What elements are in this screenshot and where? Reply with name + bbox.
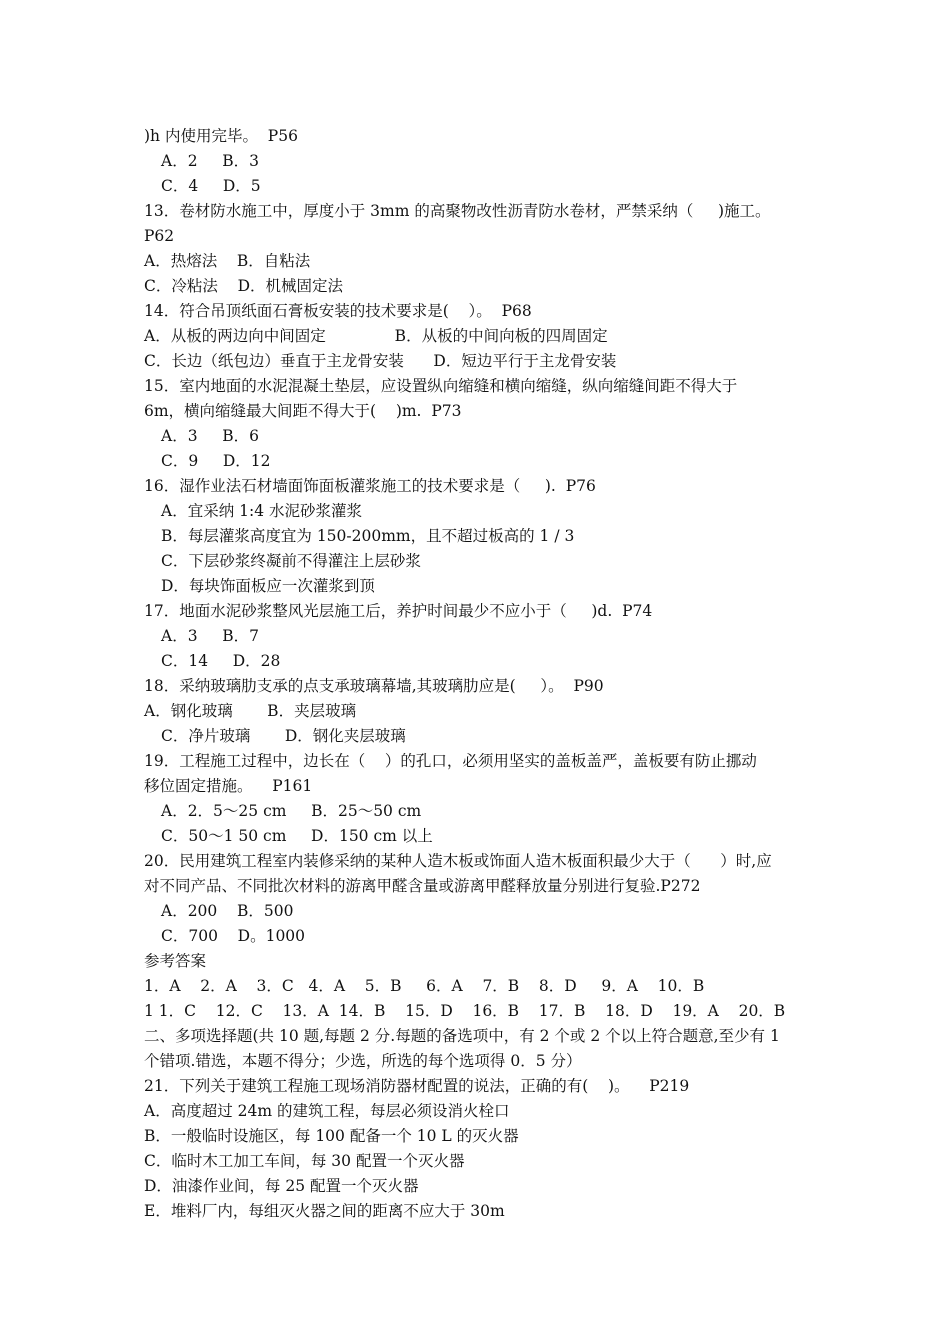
text-line: A．钢化玻璃 B．夹层玻璃 xyxy=(144,702,357,720)
text-line: C．9 D．12 xyxy=(161,452,271,470)
text-line: 15．室内地面的水泥混凝土垫层，应设置纵向缩缝和横向缩缝，纵向缩缝间距不得大于 xyxy=(144,377,738,395)
text-line: 14．符合吊顶纸面石膏板安装的技术要求是( ）。 P68 xyxy=(144,302,532,320)
text-line: 个错项.错选，本题不得分；少选，所选的每个选项得 0．5 分） xyxy=(144,1052,582,1070)
text-line: 6m，横向缩缝最大间距不得大于( )m. P73 xyxy=(144,402,462,420)
text-line: A．2．5～25 cm B．25～50 cm xyxy=(161,802,422,820)
text-line: A．3 B．7 xyxy=(161,627,259,645)
text-line: A．热熔法 B．自粘法 xyxy=(144,252,311,270)
text-line: C．4 D．5 xyxy=(161,177,261,195)
text-line: C．冷粘法 D．机械固定法 xyxy=(144,277,343,295)
text-line: C．50～1 50 cm D．150 cm 以上 xyxy=(161,827,433,845)
text-line: 21．下列关于建筑工程施工现场消防器材配置的说法，正确的有( )。 P219 xyxy=(144,1077,690,1095)
text-line: C．长边（纸包边）垂直于主龙骨安装 D．短边平行于主龙骨安装 xyxy=(144,352,617,370)
text-line: )h 内使用完毕。 P56 xyxy=(144,127,298,145)
text-line: 1 1．C 12．C 13．A 14．B 15．D 16．B 17．B 18．D 19．A 20．B xyxy=(144,1002,786,1020)
text-line: A．3 B．6 xyxy=(161,427,259,445)
text-line: A．高度超过 24m 的建筑工程，每层必须设消火栓口 xyxy=(144,1102,510,1120)
text-line: P62 xyxy=(144,227,175,245)
text-line: C．临时木工加工车间，每 30 配置一个灭火器 xyxy=(144,1152,465,1170)
text-line: 参考答案 xyxy=(144,952,207,970)
text-line: 移位固定措施。 P161 xyxy=(144,777,313,795)
text-line: 对不同产品、不同批次材料的游离甲醛含量或游离甲醛释放量分别进行复验.P272 xyxy=(144,877,701,895)
text-line: 16．湿作业法石材墙面饰面板灌浆施工的技术要求是（ ). P76 xyxy=(144,477,596,495)
text-line: 17．地面水泥砂浆整风光层施工后，养护时间最少不应小于（ )d. P74 xyxy=(144,602,653,620)
text-line: A．2 B．3 xyxy=(161,152,259,170)
text-line: A．从板的两边向中间固定 B．从板的中间向板的四周固定 xyxy=(144,327,608,345)
text-line: E．堆料厂内，每组灭火器之间的距离不应大于 30m xyxy=(144,1202,505,1220)
text-line: 13．卷材防水施工中，厚度小于 3mm 的高聚物改性沥青防水卷材，严禁采纳（ )施工。 xyxy=(144,202,771,220)
document-body xyxy=(144,124,824,1224)
text-line: B．一般临时设施区，每 100 配备一个 10 L 的灭火器 xyxy=(144,1127,519,1145)
text-line: 二、多项选择题(共 10 题,每题 2 分.每题的备选项中，有 2 个或 2 个以上符合题意,至少有 1 xyxy=(144,1027,780,1045)
text-line: C．700 D。1000 xyxy=(161,927,306,945)
text-line: C．净片玻璃 D．钢化夹层玻璃 xyxy=(161,727,406,745)
text-line: A．200 B．500 xyxy=(161,902,294,920)
text-line: D．油漆作业间，每 25 配置一个灭火器 xyxy=(144,1177,419,1195)
text-line: C．14 D．28 xyxy=(161,652,281,670)
text-line: 18．采纳玻璃肋支承的点支承玻璃幕墙,其玻璃肋应是( ）。 P90 xyxy=(144,677,604,695)
text-line: D．每块饰面板应一次灌浆到顶 xyxy=(161,577,375,595)
text-line: 19．工程施工过程中，边长在（ ）的孔口，必须用坚实的盖板盖严，盖板要有防止挪动 xyxy=(144,752,757,770)
text-line: A．宜采纳 1:4 水泥砂浆灌浆 xyxy=(161,502,362,520)
text-line: B．每层灌浆高度宜为 150-200mm，且不超过板高的 1 / 3 xyxy=(161,527,575,545)
text-line: C．下层砂浆终凝前不得灌注上层砂浆 xyxy=(161,552,421,570)
text-line: 1．A 2．A 3．C 4．A 5．B 6．A 7．B 8．D 9．A 10．B xyxy=(144,977,705,995)
text-line: 20．民用建筑工程室内装修采纳的某种人造木板或饰面人造木板面积最少大于（ ）时,应 xyxy=(144,852,772,870)
